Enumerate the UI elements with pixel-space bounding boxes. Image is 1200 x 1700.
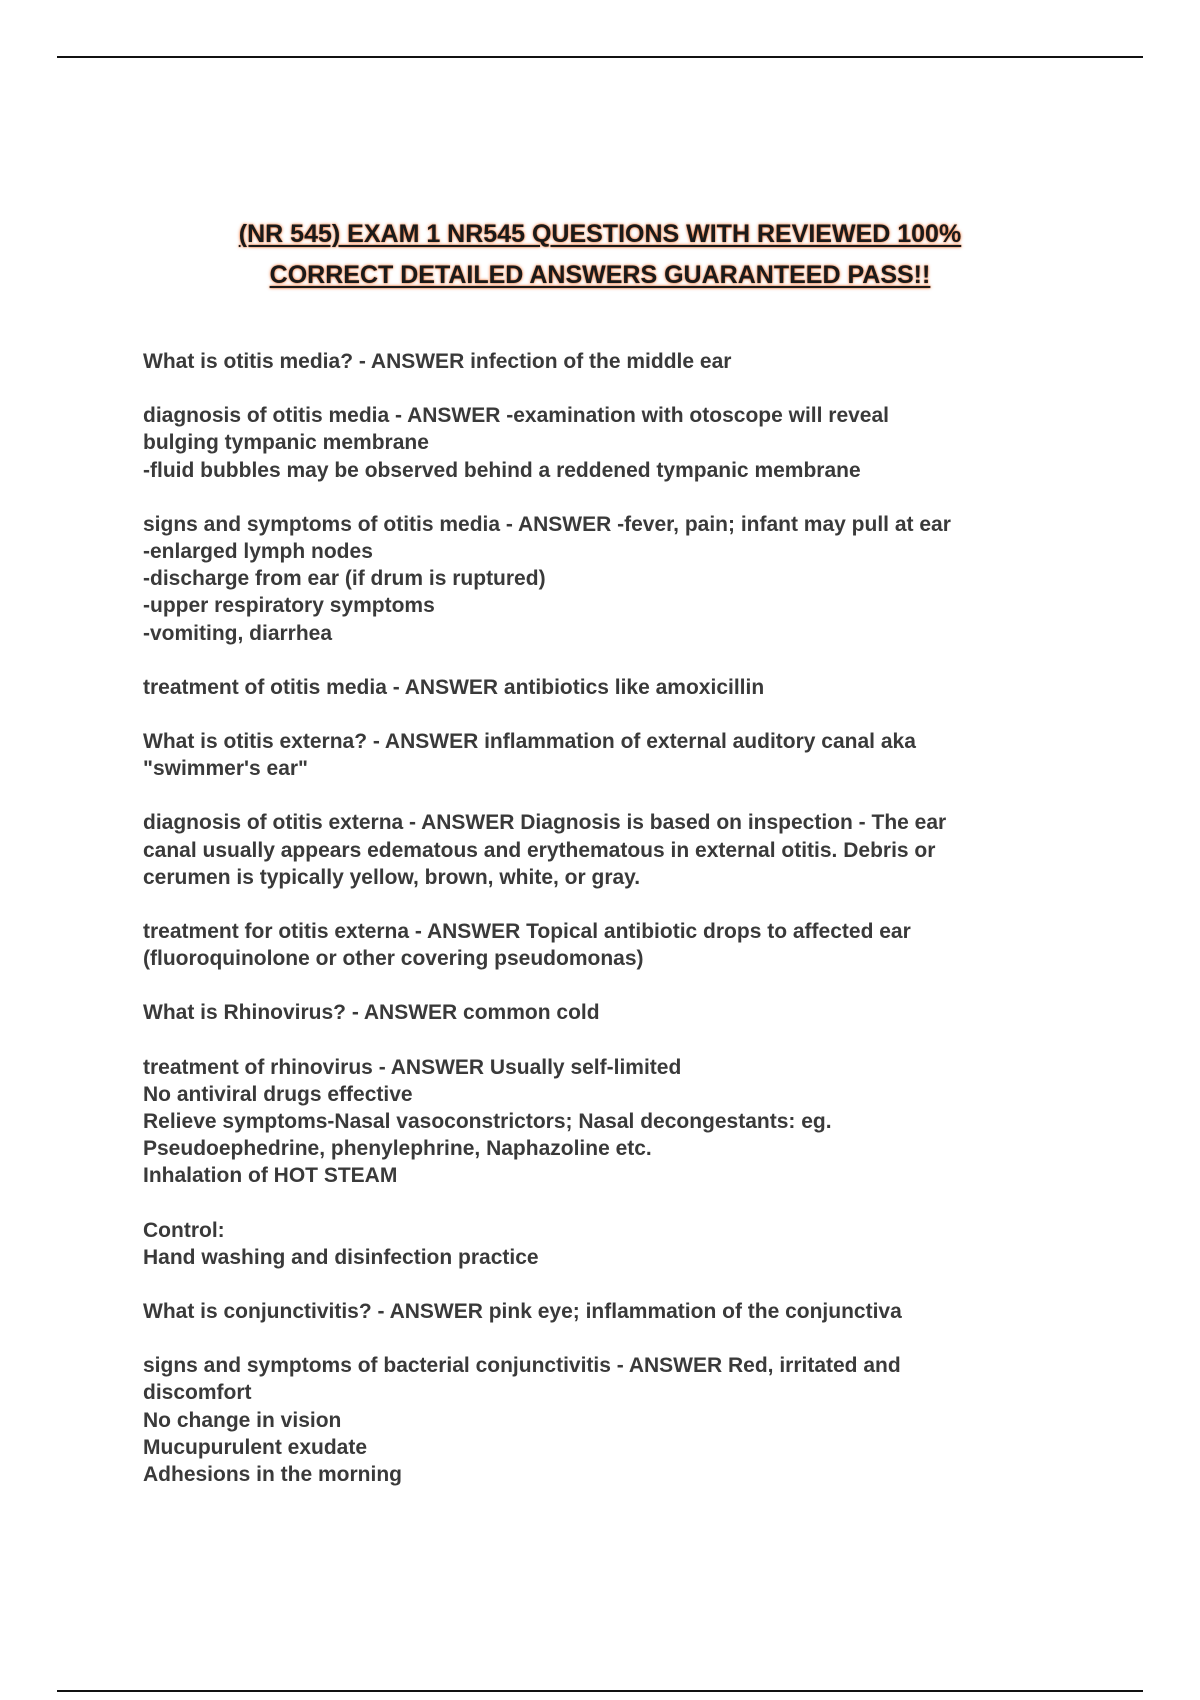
qa-entry (143, 809, 1083, 891)
qa-line: signs and symptoms of bacterial conjunctivitis - ANSWER Red, irritated and (143, 1354, 901, 1378)
qa-line: Relieve symptoms-Nasal vasoconstrictors; Nasal decongestants: eg. (143, 1110, 832, 1134)
qa-entry (143, 348, 1083, 375)
qa-line: -upper respiratory symptoms (143, 594, 435, 618)
qa-line: No change in vision (143, 1408, 342, 1432)
qa-line: cerumen is typically yellow, brown, white, or gray. (143, 865, 641, 889)
title-line-2: CORRECT DETAILED ANSWERS GUARANTEED PASS!! (269, 261, 931, 289)
qa-line: Pseudoephedrine, phenylephrine, Naphazoline etc. (143, 1137, 652, 1161)
header-rule (57, 56, 1143, 58)
qa-entry (143, 1217, 1083, 1271)
qa-line: treatment of otitis media - ANSWER antibiotics like amoxicillin (143, 675, 765, 699)
qa-entry (143, 511, 1083, 647)
qa-line: No antiviral drugs effective (143, 1082, 413, 1106)
qa-line: What is otitis media? - ANSWER infection of the middle ear (143, 350, 732, 373)
qa-entry (143, 918, 1083, 972)
qa-entry (143, 999, 1083, 1026)
qa-line: -enlarged lymph nodes (143, 540, 373, 564)
qa-line: "swimmer's ear" (143, 757, 308, 781)
qa-line: (fluoroquinolone or other covering pseudomonas) (143, 947, 644, 971)
qa-line: -discharge from ear (if drum is ruptured) (143, 567, 546, 591)
qa-entry (143, 1298, 1083, 1325)
title-line-1: (NR 545) EXAM 1 NR545 QUESTIONS WITH REVIEWED 100% (238, 220, 962, 248)
qa-list (143, 348, 1083, 1515)
qa-entry (143, 402, 1083, 484)
qa-line: bulging tympanic membrane (143, 431, 429, 455)
qa-line: What is Rhinovirus? - ANSWER common cold (143, 1001, 600, 1025)
qa-line: Hand washing and disinfection practice (143, 1245, 539, 1269)
qa-line: What is otitis externa? - ANSWER inflammation of external auditory canal aka (143, 730, 916, 754)
qa-line: Control: (143, 1218, 225, 1242)
qa-entry (143, 674, 1083, 701)
qa-line: signs and symptoms of otitis media - ANSWER -fever, pain; infant may pull at ear (143, 512, 951, 536)
qa-line: What is conjunctivitis? - ANSWER pink eye; inflammation of the conjunctiva (143, 1300, 902, 1324)
qa-line: canal usually appears edematous and erythematous in external otitis. Debris or (143, 838, 936, 862)
qa-line: treatment of rhinovirus - ANSWER Usually self-limited (143, 1055, 682, 1079)
qa-line: Adhesions in the morning (143, 1463, 403, 1487)
qa-line: Mucupurulent exudate (143, 1435, 368, 1459)
qa-entry (143, 1054, 1083, 1190)
footer-rule (57, 1690, 1143, 1692)
qa-line: treatment for otitis externa - ANSWER Topical antibiotic drops to affected ear (143, 920, 911, 944)
qa-entry (143, 728, 1083, 782)
qa-line: diagnosis of otitis externa - ANSWER Diagnosis is based on inspection - The ear (143, 811, 947, 835)
qa-entry (143, 1352, 1083, 1488)
document-title (100, 214, 1100, 296)
qa-line: -vomiting, diarrhea (143, 621, 333, 645)
qa-line: diagnosis of otitis media - ANSWER -examination with otoscope will reveal (143, 404, 890, 428)
qa-line: -fluid bubbles may be observed behind a reddened tympanic membrane (143, 458, 861, 482)
qa-line: discomfort (143, 1381, 252, 1405)
qa-line: Inhalation of HOT STEAM (143, 1164, 398, 1188)
